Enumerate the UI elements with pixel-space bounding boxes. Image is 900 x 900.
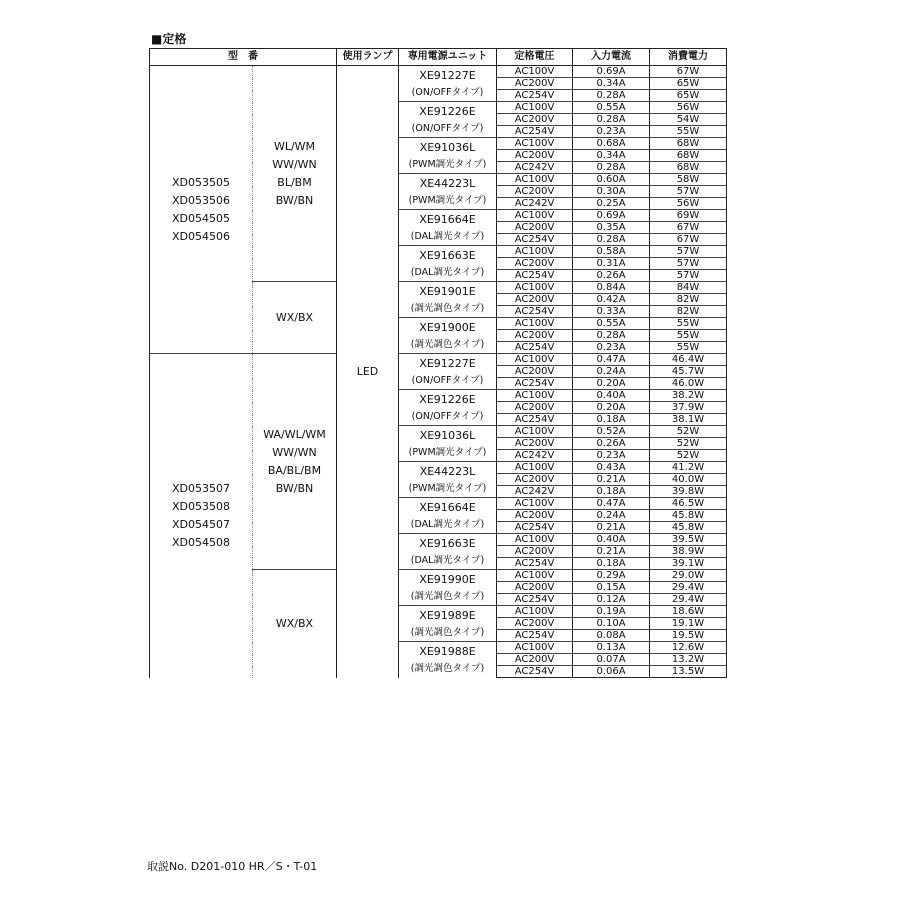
rated-voltage: AC254V: [497, 522, 573, 534]
power-unit-name: XE91226E: [419, 392, 476, 406]
power-consumption: 29.0W: [650, 570, 727, 582]
input-current: 0.52A: [573, 426, 650, 438]
power-consumption: 46.5W: [650, 498, 727, 510]
input-current: 0.21A: [573, 522, 650, 534]
power-consumption: 82W: [650, 294, 727, 306]
power-unit-type: (調光調色タイプ): [410, 662, 485, 674]
color-variants-cell: [253, 66, 337, 282]
power-unit-type: (調光調色タイプ): [410, 302, 485, 314]
power-consumption: 67W: [650, 222, 727, 234]
rated-voltage: AC100V: [497, 426, 573, 438]
input-current: 0.55A: [573, 102, 650, 114]
power-consumption: 68W: [650, 162, 727, 174]
model-number: XD054505: [172, 211, 230, 225]
input-current: 0.15A: [573, 582, 650, 594]
power-consumption: 39.1W: [650, 558, 727, 570]
color-variants-cell: [253, 354, 337, 570]
input-current: 0.69A: [573, 66, 650, 78]
model-numbers-cell: [150, 66, 253, 354]
rated-voltage: AC242V: [497, 198, 573, 210]
power-unit-name: XE91036L: [419, 428, 476, 442]
power-unit-cell: [399, 390, 497, 426]
power-unit-cell: [399, 498, 497, 534]
power-unit-type: (PWM調光タイプ): [408, 158, 487, 170]
header-current: 入力電流: [573, 49, 650, 66]
model-number: XD054507: [172, 517, 230, 531]
power-consumption: 39.8W: [650, 486, 727, 498]
power-consumption: 13.2W: [650, 654, 727, 666]
input-current: 0.42A: [573, 294, 650, 306]
rated-voltage: AC200V: [497, 222, 573, 234]
power-unit-cell: [399, 246, 497, 282]
power-unit-type: (ON/OFFタイプ): [411, 86, 484, 98]
input-current: 0.24A: [573, 366, 650, 378]
input-current: 0.28A: [573, 162, 650, 174]
input-current: 0.24A: [573, 510, 650, 522]
input-current: 0.35A: [573, 222, 650, 234]
rated-voltage: AC100V: [497, 498, 573, 510]
power-consumption: 68W: [650, 138, 727, 150]
input-current: 0.30A: [573, 186, 650, 198]
rated-voltage: AC242V: [497, 486, 573, 498]
rated-voltage: AC254V: [497, 306, 573, 318]
color-variant: WX/BX: [275, 616, 314, 630]
input-current: 0.28A: [573, 234, 650, 246]
model-number: XD053505: [172, 175, 230, 189]
power-unit-type: (ON/OFFタイプ): [411, 122, 484, 134]
power-consumption: 57W: [650, 246, 727, 258]
power-consumption: 58W: [650, 174, 727, 186]
power-unit-cell: [399, 138, 497, 174]
color-variant: WA/WL/WM: [263, 427, 326, 441]
power-consumption: 65W: [650, 78, 727, 90]
input-current: 0.18A: [573, 414, 650, 426]
input-current: 0.28A: [573, 90, 650, 102]
power-consumption: 45.8W: [650, 522, 727, 534]
rated-voltage: AC254V: [497, 342, 573, 354]
rated-voltage: AC200V: [497, 294, 573, 306]
color-variants-cell: [253, 570, 337, 678]
power-unit-cell: [399, 354, 497, 390]
rated-voltage: AC200V: [497, 78, 573, 90]
input-current: 0.23A: [573, 450, 650, 462]
color-variant: BA/BL/BM: [267, 463, 322, 477]
input-current: 0.26A: [573, 438, 650, 450]
power-consumption: 69W: [650, 210, 727, 222]
input-current: 0.08A: [573, 630, 650, 642]
color-variant: WW/WN: [272, 445, 317, 459]
input-current: 0.84A: [573, 282, 650, 294]
color-variant: WL/WM: [273, 139, 316, 153]
power-consumption: 46.4W: [650, 354, 727, 366]
power-consumption: 40.0W: [650, 474, 727, 486]
power-unit-cell: [399, 318, 497, 354]
power-unit-type: (DAL調光タイプ): [410, 230, 485, 242]
input-current: 0.20A: [573, 402, 650, 414]
rated-voltage: AC254V: [497, 234, 573, 246]
rated-voltage: AC254V: [497, 270, 573, 282]
header-model: 型 番: [150, 49, 337, 66]
rated-voltage: AC100V: [497, 138, 573, 150]
power-unit-cell: [399, 174, 497, 210]
model-number: XD053508: [172, 499, 230, 513]
power-consumption: 57W: [650, 186, 727, 198]
power-consumption: 65W: [650, 90, 727, 102]
power-unit-type: (調光調色タイプ): [410, 626, 485, 638]
rated-voltage: AC200V: [497, 258, 573, 270]
power-unit-cell: [399, 426, 497, 462]
rated-voltage: AC200V: [497, 402, 573, 414]
rated-voltage: AC200V: [497, 654, 573, 666]
power-consumption: 67W: [650, 66, 727, 78]
power-consumption: 13.5W: [650, 666, 727, 678]
rated-voltage: AC100V: [497, 282, 573, 294]
power-unit-cell: [399, 534, 497, 570]
input-current: 0.29A: [573, 570, 650, 582]
rated-voltage: AC254V: [497, 558, 573, 570]
power-consumption: 19.1W: [650, 618, 727, 630]
rated-voltage: AC100V: [497, 354, 573, 366]
input-current: 0.21A: [573, 474, 650, 486]
header-unit: 専用電源ユニット: [399, 49, 497, 66]
rated-voltage: AC100V: [497, 210, 573, 222]
power-unit-name: XE91036L: [419, 140, 476, 154]
header-lamp: 使用ランプ: [337, 49, 399, 66]
input-current: 0.18A: [573, 486, 650, 498]
input-current: 0.43A: [573, 462, 650, 474]
rated-voltage: AC100V: [497, 606, 573, 618]
footer-reference: 取説No. D201-010 HR／S・T-01: [147, 860, 318, 873]
power-unit-name: XE91900E: [419, 320, 476, 334]
rated-voltage: AC100V: [497, 246, 573, 258]
input-current: 0.28A: [573, 330, 650, 342]
input-current: 0.25A: [573, 198, 650, 210]
power-unit-type: (DAL調光タイプ): [410, 266, 485, 278]
input-current: 0.47A: [573, 354, 650, 366]
power-consumption: 52W: [650, 450, 727, 462]
power-consumption: 52W: [650, 438, 727, 450]
power-unit-name: XE91901E: [419, 284, 476, 298]
rated-voltage: AC100V: [497, 390, 573, 402]
table-row: [150, 66, 727, 78]
input-current: 0.69A: [573, 210, 650, 222]
power-unit-type: (DAL調光タイプ): [410, 518, 485, 530]
header-power: 消費電力: [650, 49, 727, 66]
power-consumption: 37.9W: [650, 402, 727, 414]
rated-voltage: AC200V: [497, 618, 573, 630]
power-unit-name: XE91664E: [419, 212, 476, 226]
power-unit-type: (DAL調光タイプ): [410, 554, 485, 566]
color-variant: BL/BM: [277, 175, 312, 189]
input-current: 0.68A: [573, 138, 650, 150]
rated-voltage: AC200V: [497, 186, 573, 198]
input-current: 0.18A: [573, 558, 650, 570]
power-unit-cell: [399, 102, 497, 138]
rated-voltage: AC200V: [497, 438, 573, 450]
color-variant: WX/BX: [275, 310, 314, 324]
model-number: XD054508: [172, 535, 230, 549]
power-unit-name: XE91227E: [419, 68, 476, 82]
color-variant: BW/BN: [275, 193, 314, 207]
header-row: [150, 49, 727, 66]
rated-voltage: AC254V: [497, 90, 573, 102]
rated-voltage: AC254V: [497, 666, 573, 678]
input-current: 0.40A: [573, 390, 650, 402]
power-consumption: 45.7W: [650, 366, 727, 378]
power-unit-name: XE91663E: [419, 248, 476, 262]
input-current: 0.13A: [573, 642, 650, 654]
power-unit-name: XE91990E: [419, 572, 476, 586]
power-consumption: 55W: [650, 126, 727, 138]
power-consumption: 38.1W: [650, 414, 727, 426]
power-unit-cell: [399, 462, 497, 498]
power-consumption: 54W: [650, 114, 727, 126]
input-current: 0.20A: [573, 378, 650, 390]
input-current: 0.10A: [573, 618, 650, 630]
power-consumption: 38.9W: [650, 546, 727, 558]
power-consumption: 29.4W: [650, 582, 727, 594]
power-consumption: 56W: [650, 198, 727, 210]
power-unit-name: XE44223L: [419, 176, 476, 190]
input-current: 0.23A: [573, 342, 650, 354]
power-unit-cell: [399, 282, 497, 318]
power-consumption: 12.6W: [650, 642, 727, 654]
power-consumption: 82W: [650, 306, 727, 318]
power-unit-name: XE91226E: [419, 104, 476, 118]
power-unit-name: XE91989E: [419, 608, 476, 622]
power-consumption: 56W: [650, 102, 727, 114]
rated-voltage: AC200V: [497, 150, 573, 162]
model-number: XD053507: [172, 481, 230, 495]
power-consumption: 57W: [650, 270, 727, 282]
rated-voltage: AC200V: [497, 582, 573, 594]
power-consumption: 45.8W: [650, 510, 727, 522]
power-consumption: 55W: [650, 330, 727, 342]
power-unit-type: (PWM調光タイプ): [408, 446, 487, 458]
rated-voltage: AC100V: [497, 462, 573, 474]
rated-voltage: AC254V: [497, 630, 573, 642]
rated-voltage: AC200V: [497, 330, 573, 342]
power-consumption: 84W: [650, 282, 727, 294]
rated-voltage: AC254V: [497, 414, 573, 426]
input-current: 0.23A: [573, 126, 650, 138]
input-current: 0.26A: [573, 270, 650, 282]
model-number: XD054506: [172, 229, 230, 243]
rated-voltage: AC200V: [497, 474, 573, 486]
input-current: 0.06A: [573, 666, 650, 678]
table-row: [150, 354, 727, 366]
power-unit-cell: [399, 66, 497, 102]
power-consumption: 68W: [650, 150, 727, 162]
rated-voltage: AC100V: [497, 66, 573, 78]
power-consumption: 39.5W: [650, 534, 727, 546]
section-title: ■定格: [151, 32, 187, 46]
input-current: 0.12A: [573, 594, 650, 606]
input-current: 0.28A: [573, 114, 650, 126]
spec-table: [149, 48, 727, 678]
power-unit-cell: [399, 210, 497, 246]
rated-voltage: AC242V: [497, 450, 573, 462]
power-consumption: 46.0W: [650, 378, 727, 390]
power-consumption: 52W: [650, 426, 727, 438]
power-unit-type: (調光調色タイプ): [410, 590, 485, 602]
spec-body: [150, 66, 727, 678]
power-unit-type: (PWM調光タイプ): [408, 194, 487, 206]
power-unit-type: (PWM調光タイプ): [408, 482, 487, 494]
input-current: 0.19A: [573, 606, 650, 618]
input-current: 0.34A: [573, 150, 650, 162]
model-numbers-cell: [150, 354, 253, 678]
input-current: 0.34A: [573, 78, 650, 90]
input-current: 0.47A: [573, 498, 650, 510]
input-current: 0.07A: [573, 654, 650, 666]
color-variant: WW/WN: [272, 157, 317, 171]
rated-voltage: AC200V: [497, 510, 573, 522]
input-current: 0.60A: [573, 174, 650, 186]
rated-voltage: AC100V: [497, 642, 573, 654]
input-current: 0.21A: [573, 546, 650, 558]
power-consumption: 57W: [650, 258, 727, 270]
header-voltage: 定格電圧: [497, 49, 573, 66]
power-unit-cell: [399, 642, 497, 678]
rated-voltage: AC200V: [497, 366, 573, 378]
power-consumption: 55W: [650, 342, 727, 354]
rated-voltage: AC254V: [497, 378, 573, 390]
rated-voltage: AC254V: [497, 126, 573, 138]
power-unit-name: XE91227E: [419, 356, 476, 370]
rated-voltage: AC254V: [497, 594, 573, 606]
power-consumption: 19.5W: [650, 630, 727, 642]
model-number: XD053506: [172, 193, 230, 207]
rated-voltage: AC100V: [497, 102, 573, 114]
power-unit-name: XE91664E: [419, 500, 476, 514]
color-variants-cell: [253, 282, 337, 354]
rated-voltage: AC100V: [497, 318, 573, 330]
power-consumption: 41.2W: [650, 462, 727, 474]
input-current: 0.31A: [573, 258, 650, 270]
power-consumption: 18.6W: [650, 606, 727, 618]
power-unit-type: (ON/OFFタイプ): [411, 374, 484, 386]
rated-voltage: AC100V: [497, 570, 573, 582]
rated-voltage: AC200V: [497, 546, 573, 558]
power-consumption: 29.4W: [650, 594, 727, 606]
power-consumption: 55W: [650, 318, 727, 330]
rated-voltage: AC200V: [497, 114, 573, 126]
lamp-type-cell: LED: [337, 66, 399, 678]
power-consumption: 67W: [650, 234, 727, 246]
power-unit-cell: [399, 570, 497, 606]
power-unit-cell: [399, 606, 497, 642]
power-unit-type: (調光調色タイプ): [410, 338, 485, 350]
input-current: 0.55A: [573, 318, 650, 330]
color-variant: BW/BN: [275, 481, 314, 495]
input-current: 0.58A: [573, 246, 650, 258]
power-unit-name: XE91663E: [419, 536, 476, 550]
rated-voltage: AC242V: [497, 162, 573, 174]
input-current: 0.40A: [573, 534, 650, 546]
input-current: 0.33A: [573, 306, 650, 318]
rated-voltage: AC100V: [497, 534, 573, 546]
power-consumption: 38.2W: [650, 390, 727, 402]
power-unit-type: (ON/OFFタイプ): [411, 410, 484, 422]
power-unit-name: XE44223L: [419, 464, 476, 478]
power-unit-name: XE91988E: [419, 644, 476, 658]
rated-voltage: AC100V: [497, 174, 573, 186]
